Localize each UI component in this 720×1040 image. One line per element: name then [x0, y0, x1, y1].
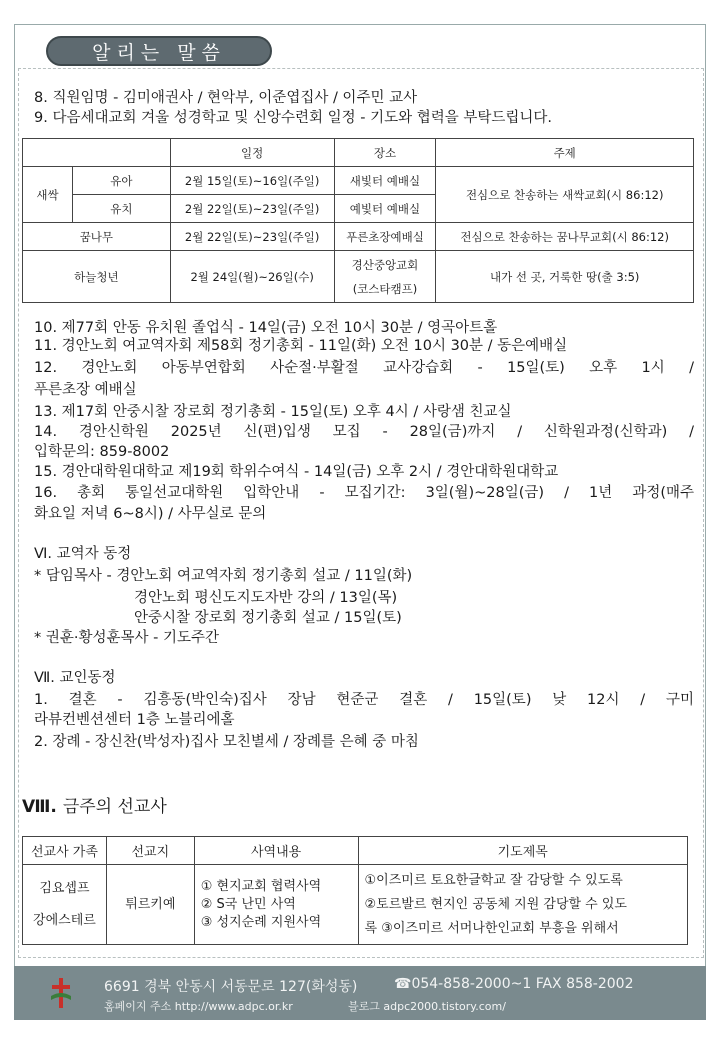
header-date: 일정 [170, 139, 334, 167]
place-cell: 예빛터 예배실 [334, 195, 436, 223]
header-theme: 주제 [436, 139, 694, 167]
notice-12-cont: 푸른초장 예배실 [34, 382, 137, 398]
place-line-1: 경산중앙교회 [351, 257, 419, 272]
notice-12: 12. 경안노회 아동부연합회 사순절·부활절 교사강습회 - 15일(토) 오후 1시 / [34, 360, 694, 376]
section-8-title [22, 792, 167, 817]
group-name: 꿈나무 [23, 223, 171, 251]
work-cell [194, 865, 358, 945]
notice-9: 9. 다음세대교회 겨울 성경학교 및 신앙수련회 일정 - 기도와 협력을 부탁드립니다. [34, 110, 552, 126]
table-row [23, 223, 694, 251]
prayer-item: ①이즈미르 토요한글학교 잘 감당할 수 있도록 [364, 872, 623, 888]
notice-16-cont: 화요일 저녁 6~8시) / 사무실로 문의 [34, 506, 267, 522]
table-row [23, 167, 694, 195]
field-cell: 튀르키예 [106, 865, 194, 945]
notice-8: 8. 직원임명 - 김미애권사 / 현악부, 이준엽집사 / 이주민 교사 [34, 90, 418, 106]
family-name-1: 김요셉프 [39, 880, 90, 896]
table-header-row [23, 139, 694, 167]
header-prayer: 기도제목 [358, 837, 688, 865]
work-item: ③ 성지순례 지원사역 [200, 914, 322, 930]
header-empty [23, 139, 171, 167]
date-cell: 2월 22일(토)~23일(주일) [170, 223, 334, 251]
footer-address: 6691 경북 안동시 서동문로 127(화성동) [104, 979, 358, 995]
footer-website[interactable]: 홈페이지 주소 http://www.adpc.or.kr [104, 1000, 293, 1013]
prayer-item: ②토르발르 현지인 공동체 지원 감당할 수 있도 [364, 896, 627, 912]
date-cell: 2월 22일(토)~23일(주일) [170, 195, 334, 223]
place-cell: 새빛터 예배실 [334, 167, 436, 195]
prayer-cell [358, 865, 688, 945]
header-place: 장소 [334, 139, 436, 167]
section-8-text: 금주의 선교사 [62, 797, 167, 817]
group-name: 유치 [72, 195, 170, 223]
notice-13: 13. 제17회 안중시찰 장로회 정기총회 - 15일(토) 오후 4시 / 사랑샘 친교실 [34, 404, 512, 420]
notice-11: 11. 경안노회 여교역자회 제58회 정기총회 - 11일(화) 오전 10시 30분 / 동은예배실 [34, 338, 568, 354]
header-family: 선교사 가족 [23, 837, 107, 865]
saessak-label: 새싹 [23, 167, 73, 223]
theme-cell: 전심으로 찬송하는 꿈나무교회(시 86:12) [436, 223, 694, 251]
section-7-line-1: 1. 결혼 - 김흥동(박인숙)집사 장남 현준군 결혼 / 15일(토) 낮 12시 / 구미 [34, 692, 694, 708]
date-cell: 2월 15일(토)~16일(주일) [170, 167, 334, 195]
family-cell [23, 865, 107, 945]
date-cell: 2월 24일(월)~26일(수) [170, 251, 334, 303]
schedule-table [22, 138, 694, 303]
footer-blog[interactable]: 블로그 adpc2000.tistory.com/ [348, 1000, 506, 1013]
family-name-2: 강에스테르 [33, 912, 96, 928]
notice-15: 15. 경안대학원대학교 제19회 학위수여식 - 14일(금) 오후 2시 / 경안대학원대학교 [34, 464, 559, 480]
header-field: 선교지 [106, 837, 194, 865]
work-item: ① 현지교회 협력사역 [200, 878, 322, 894]
theme-cell: 전심으로 찬송하는 새싹교회(시 86:12) [436, 167, 694, 223]
table-header-row [23, 837, 688, 865]
notice-14: 14. 경안신학원 2025년 신(편)입생 모집 - 28일(금)까지 / 신학원과정(신학과) / [34, 424, 694, 440]
footer-phone: ☎054-858-2000~1 FAX 858-2002 [394, 976, 634, 992]
page-title: 알리는 말씀 [46, 36, 272, 66]
header-work: 사역내용 [194, 837, 358, 865]
work-item: ② S국 난민 사역 [200, 896, 296, 912]
table-row [23, 251, 694, 303]
theme-cell: 내가 선 곳, 거룩한 땅(출 3:5) [436, 251, 694, 303]
section-6-line-3: 안중시찰 장로회 정기총회 설교 / 15일(토) [134, 610, 402, 626]
section-7-line-1-cont: 라뷰컨벤션센터 1층 노블리에홀 [34, 712, 235, 728]
place-line-2: (코스타캠프) [352, 281, 418, 296]
notice-10: 10. 제77회 안동 유치원 졸업식 - 14일(금) 오전 10시 30분 / 영곡아트홀 [34, 320, 498, 336]
section-6-line-4: * 권훈·황성훈목사 - 기도주간 [34, 630, 219, 646]
section-7-title: Ⅶ. 교인동정 [34, 670, 116, 686]
place-cell: 푸른초장예배실 [334, 223, 436, 251]
group-name: 유아 [72, 167, 170, 195]
section-6-title: Ⅵ. 교역자 동정 [34, 546, 132, 562]
prayer-item: 록 ③이즈미르 서머나한인교회 부흥을 위해서 [364, 920, 619, 936]
place-cell [334, 251, 436, 303]
section-6-line-2: 경안노회 평신도지도자반 강의 / 13일(목) [134, 590, 398, 606]
church-logo-icon [48, 976, 74, 1010]
group-name: 하늘청년 [23, 251, 171, 303]
footer [14, 966, 706, 1020]
section-6-line-1: * 담임목사 - 경안노회 여교역자회 정기총회 설교 / 11일(화) [34, 568, 413, 584]
section-8-numeral: Ⅷ. [22, 797, 57, 817]
table-row [23, 865, 688, 945]
section-7-line-2: 2. 장례 - 장신찬(박성자)집사 모친별세 / 장례를 은혜 중 마침 [34, 734, 419, 750]
notice-14-cont: 입학문의: 859-8002 [34, 444, 170, 460]
notice-16: 16. 총회 통일선교대학원 입학안내 - 모집기간: 3일(월)~28일(금) / 1년 과정(매주 [34, 485, 694, 501]
missionary-table [22, 836, 688, 945]
